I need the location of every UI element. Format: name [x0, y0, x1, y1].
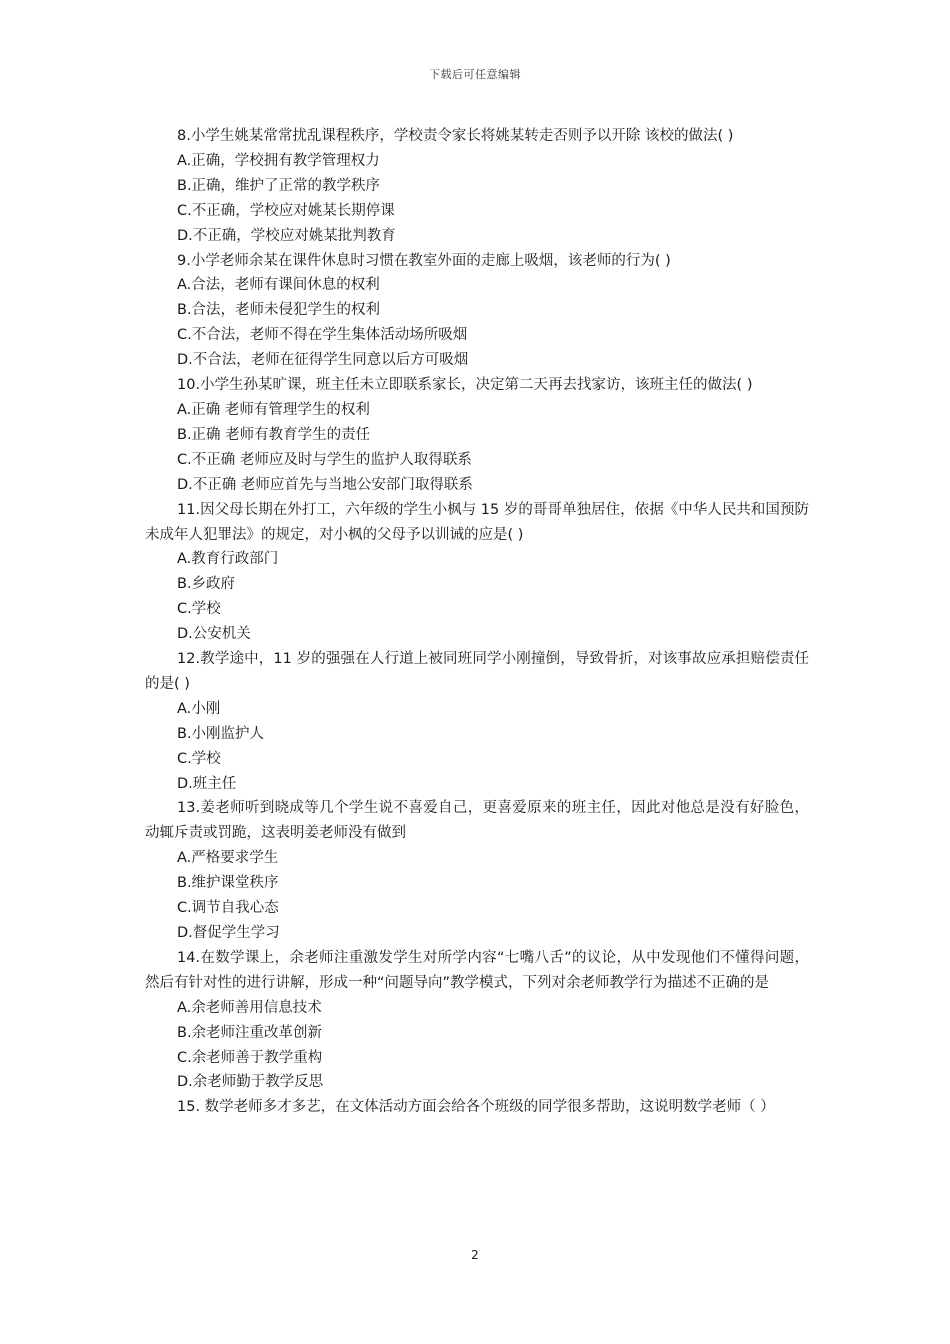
- question-block: [145, 249, 809, 374]
- question-block: [145, 498, 809, 647]
- question-stem: 14.在数学课上，余老师注重激发学生对所学内容“七嘴八舌”的议论，从中发现他们不懂得问题，然后有针对性的进行讲解，形成一种“问题导向”教学模式，下列对余老师教学行为描述不正确的是: [145, 949, 809, 991]
- question-stem: 15. 数学老师多才多艺，在文体活动方面会给各个班级的同学很多帮助，这说明数学老师（ ）: [177, 1099, 775, 1116]
- answer-option: D.班主任: [177, 775, 237, 792]
- answer-option: D.公安机关: [177, 626, 251, 643]
- question-stem: 8.小学生姚某常常扰乱课程秩序，学校责令家长将姚某转走否则予以开除 该校的做法( ): [177, 128, 734, 144]
- answer-option: B.正确，维护了正常的教学秩序: [177, 177, 381, 194]
- answer-option: C.不合法，老师不得在学生集体活动场所吸烟: [177, 327, 468, 344]
- answer-option: A.正确，学校拥有教学管理权力: [177, 152, 380, 169]
- answer-option: B.乡政府: [177, 576, 236, 593]
- answer-option: C.学校: [177, 750, 221, 767]
- question-block: [145, 373, 809, 498]
- answer-option: A.教育行政部门: [177, 551, 279, 568]
- answer-option: C.不正确 老师应及时与学生的监护人取得联系: [177, 451, 472, 468]
- answer-option: C.学校: [177, 601, 221, 618]
- question-block: [145, 946, 809, 1095]
- question-block: [145, 124, 809, 249]
- page-header: 下载后可任意编辑: [429, 68, 521, 81]
- answer-option: C.余老师善于教学重构: [177, 1049, 323, 1066]
- question-block: [145, 796, 809, 945]
- answer-option: B.维护课堂秩序: [177, 875, 279, 892]
- question-list: [145, 124, 809, 1120]
- answer-option: B.余老师注重改革创新: [177, 1024, 323, 1041]
- answer-option: C.调节自我心态: [177, 900, 279, 917]
- question-stem: 11.因父母长期在外打工，六年级的学生小枫与 15 岁的哥哥单独居住，依据《中华人民共和国预防未成年人犯罪法》的规定，对小枫的父母予以训诫的应是( ): [145, 501, 809, 543]
- question-stem: 13.姜老师听到晓成等几个学生说不喜爱自己，更喜爱原来的班主任，因此对他总是没有好脸色，动辄斥责或罚跪，这表明姜老师没有做到: [145, 800, 809, 842]
- question-block: [145, 1095, 809, 1120]
- answer-option: B.正确 老师有教育学生的责任: [177, 426, 371, 443]
- answer-option: A.正确 老师有管理学生的权利: [177, 401, 370, 418]
- question-stem: 12.教学途中，11 岁的强强在人行道上被同班同学小刚撞倒，导致骨折，对该事故应承担赔偿责任的是( ): [145, 651, 809, 692]
- answer-option: A.合法，老师有课间休息的权利: [177, 277, 380, 294]
- answer-option: D.余老师勤于教学反思: [177, 1074, 324, 1091]
- answer-option: D.不正确 老师应首先与当地公安部门取得联系: [177, 476, 473, 493]
- question-block: [145, 647, 809, 796]
- answer-option: A.余老师善用信息技术: [177, 999, 322, 1016]
- question-stem: 9.小学老师余某在课件休息时习惯在教室外面的走廊上吸烟，该老师的行为( ): [177, 252, 671, 269]
- answer-option: D.不正确，学校应对姚某批判教育: [177, 227, 396, 244]
- answer-option: A.严格要求学生: [177, 850, 279, 867]
- answer-option: B.小刚监护人: [177, 725, 265, 742]
- answer-option: C.不正确，学校应对姚某长期停课: [177, 202, 395, 219]
- answer-option: D.不合法，老师在征得学生同意以后方可吸烟: [177, 352, 469, 369]
- question-stem: 10.小学生孙某旷课，班主任未立即联系家长，决定第二天再去找家访，该班主任的做法( ): [177, 377, 753, 394]
- answer-option: B.合法，老师未侵犯学生的权利: [177, 302, 381, 319]
- answer-option: A.小刚: [177, 700, 221, 717]
- answer-option: D.督促学生学习: [177, 925, 280, 941]
- page-number: 2: [471, 1248, 479, 1262]
